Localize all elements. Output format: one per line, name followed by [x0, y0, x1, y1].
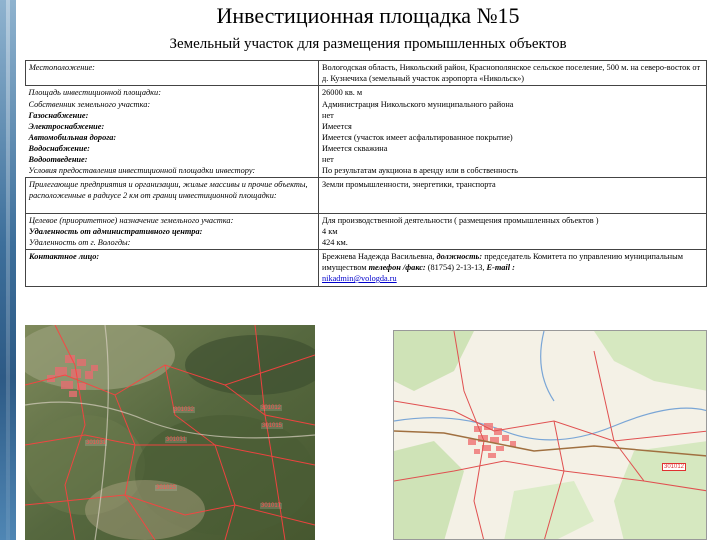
row-value: Для производственной деятельности ( размещения промышленных объектов )	[322, 216, 599, 225]
parcel-label: 301015	[262, 423, 283, 429]
row-value: нет	[322, 155, 334, 164]
row-value: Вологодская область, Никольский район, Краснополянское сельское поселение, 500 м. на северо-восток от д. Кузнечиха (земельный участок аэропорта «Никольск»)	[319, 61, 707, 86]
parcel-label: 301031	[86, 440, 107, 446]
contact-email-link[interactable]: nikadmin@vologda.ru	[322, 274, 397, 283]
row-value: нет	[322, 111, 334, 120]
table-row	[26, 86, 707, 178]
row-value: Имеется скважина	[322, 144, 388, 153]
row-label: Удаленность от г. Вологды:	[29, 238, 131, 247]
topographic-map[interactable]	[393, 330, 707, 540]
parcel-label: 301031	[166, 437, 187, 443]
row-label: Местоположение:	[26, 61, 319, 86]
row-value: 4 км	[322, 227, 338, 236]
contact-email-label: E-mail :	[486, 263, 515, 272]
row-label: Электроснабжение:	[28, 122, 105, 131]
parcel-label: 301025	[156, 485, 177, 491]
row-label: Автомобильная дорога:	[28, 133, 117, 142]
contact-name: Брежнева Надежда Васильевна,	[322, 252, 435, 261]
row-label: Условия предоставления инвестиционной площадки инвестору:	[28, 166, 256, 175]
parcel-label: 301012	[261, 405, 282, 411]
row-label: Водоотведение:	[28, 155, 88, 164]
contact-position: председатель Комитета по управлению муниципальным имуществом	[322, 252, 683, 272]
row-value: 424 км.	[322, 238, 348, 247]
page-title: Инвестиционная площадка №15	[216, 3, 520, 28]
site-info-table	[25, 60, 707, 287]
contact-phone-label: телефон /факс:	[368, 263, 426, 272]
row-label: Площадь инвестиционной площадки:	[28, 88, 161, 97]
table-row	[26, 214, 707, 250]
row-value: Администрация Никольского муниципального района	[322, 100, 514, 109]
row-value: Имеется	[322, 122, 352, 131]
row-value: 26000 кв. м	[322, 88, 363, 97]
row-label: Целевое (приоритетное) назначение земельного участка:	[29, 216, 234, 225]
page-subtitle: Земельный участок для размещения промышленных объектов	[169, 36, 567, 52]
row-label: Собственник земельного участка:	[28, 100, 151, 109]
row-label: Газоснабжение:	[28, 111, 89, 120]
contact-position-label: должность:	[436, 252, 483, 261]
row-label: Удаленность от административного центра:	[29, 227, 203, 236]
row-value: Земли промышленности, энергетики, транспорта	[319, 178, 707, 214]
row-value: По результатам аукциона в аренду или в собственность	[322, 166, 518, 175]
row-label: Контактное лицо:	[26, 250, 319, 287]
parcel-label: 301017	[261, 503, 282, 509]
parcel-label: 301012	[664, 464, 685, 470]
row-value: Имеется (участок имеет асфальтированное покрытие)	[322, 133, 513, 142]
parcel-label: 301032	[174, 407, 195, 413]
row-label: Водоснабжение:	[28, 144, 90, 153]
row-label: Прилегающие предприятия и организации, жилые массивы и прочие объекты, расположенные в радиусе 2 км от границ инвестиционной площадки:	[26, 178, 319, 214]
satellite-map[interactable]	[25, 325, 315, 540]
table-row	[26, 61, 707, 86]
contact-phone: (81754) 2-13-13,	[427, 263, 485, 272]
topographic-map-image	[394, 331, 707, 540]
table-row	[26, 250, 707, 287]
contact-details	[319, 250, 707, 287]
decorative-side-stripe	[0, 0, 16, 540]
table-row	[26, 178, 707, 214]
